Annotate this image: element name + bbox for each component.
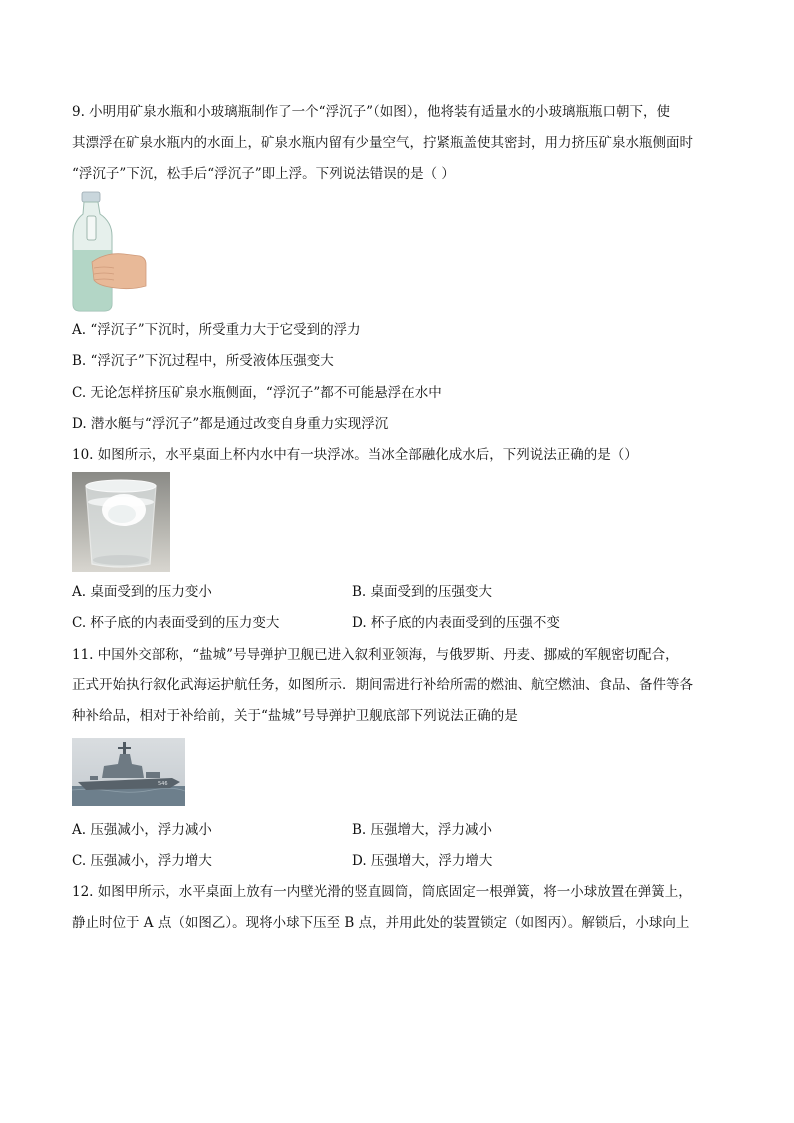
question-10-option-d: D. 杯子底的内表面受到的压强不变 <box>352 615 560 631</box>
ice-glass-figure <box>72 472 170 572</box>
bottle-hand-figure <box>72 190 152 314</box>
question-9-stem-line-3: “浮沉子”下沉，松手后“浮沉子”即上浮。下列说法错误的是（ ） <box>72 166 455 182</box>
question-9-stem-line-2: 其漂浮在矿泉水瓶内的水面上，矿泉水瓶内留有少量空气，拧紧瓶盖使其密封，用力挤压矿泉水瓶侧面时 <box>72 135 693 151</box>
question-10-option-b: B. 桌面受到的压强变大 <box>352 584 493 600</box>
question-11-stem-line-3: 种补给品，相对于补给前，关于“盐城”号导弹护卫舰底部下列说法正确的是 <box>72 708 518 724</box>
question-10-option-a: A. 桌面受到的压力变小 <box>72 584 212 600</box>
question-11-stem-line-2: 正式开始执行叙化武海运护航任务，如图所示．期间需进行补给所需的燃油、航空燃油、食品、备件等各 <box>72 677 693 693</box>
question-12-stem-line-1: 12. 如图甲所示，水平桌面上放有一内壁光滑的竖直圆筒，筒底固定一根弹簧，将一小球放置在弹簧上， <box>72 884 692 900</box>
question-9-option-c: C. 无论怎样挤压矿泉水瓶侧面，“浮沉子”都不可能悬浮在水中 <box>72 385 442 401</box>
question-11-option-c: C. 压强减小，浮力增大 <box>72 853 212 869</box>
svg-text:546: 546 <box>158 781 168 787</box>
question-11-option-a: A. 压强减小，浮力减小 <box>72 822 212 838</box>
question-10-option-c: C. 杯子底的内表面受到的压力变大 <box>72 615 280 631</box>
question-9-option-b: B. “浮沉子”下沉过程中，所受液体压强变大 <box>72 353 334 369</box>
question-10-stem: 10. 如图所示，水平桌面上杯内水中有一块浮冰。当冰全部融化成水后，下列说法正确的是（） <box>72 447 638 463</box>
question-9-option-d: D. 潜水艇与“浮沉子”都是通过改变自身重力实现浮沉 <box>72 416 389 432</box>
question-12-stem-line-2: 静止时位于 A 点（如图乙）。现将小球下压至 B 点，并用此处的装置锁定（如图丙）。解锁后，小球向上 <box>72 915 690 931</box>
question-11-option-b: B. 压强增大，浮力减小 <box>352 822 493 838</box>
question-11-option-d: D. 压强增大，浮力增大 <box>352 853 493 869</box>
question-9-stem-line-1: 9. 小明用矿泉水瓶和小玻璃瓶制作了一个“浮沉子”（如图），他将装有适量水的小玻璃瓶瓶口朝下，使 <box>72 104 670 120</box>
warship-figure <box>72 738 185 806</box>
question-9-option-a: A. “浮沉子”下沉时，所受重力大于它受到的浮力 <box>72 322 361 338</box>
question-11-stem-line-1: 11. 中国外交部称，“盐城”号导弹护卫舰已进入叙利亚领海，与俄罗斯、丹麦、挪威的军舰密切配合， <box>72 647 679 663</box>
